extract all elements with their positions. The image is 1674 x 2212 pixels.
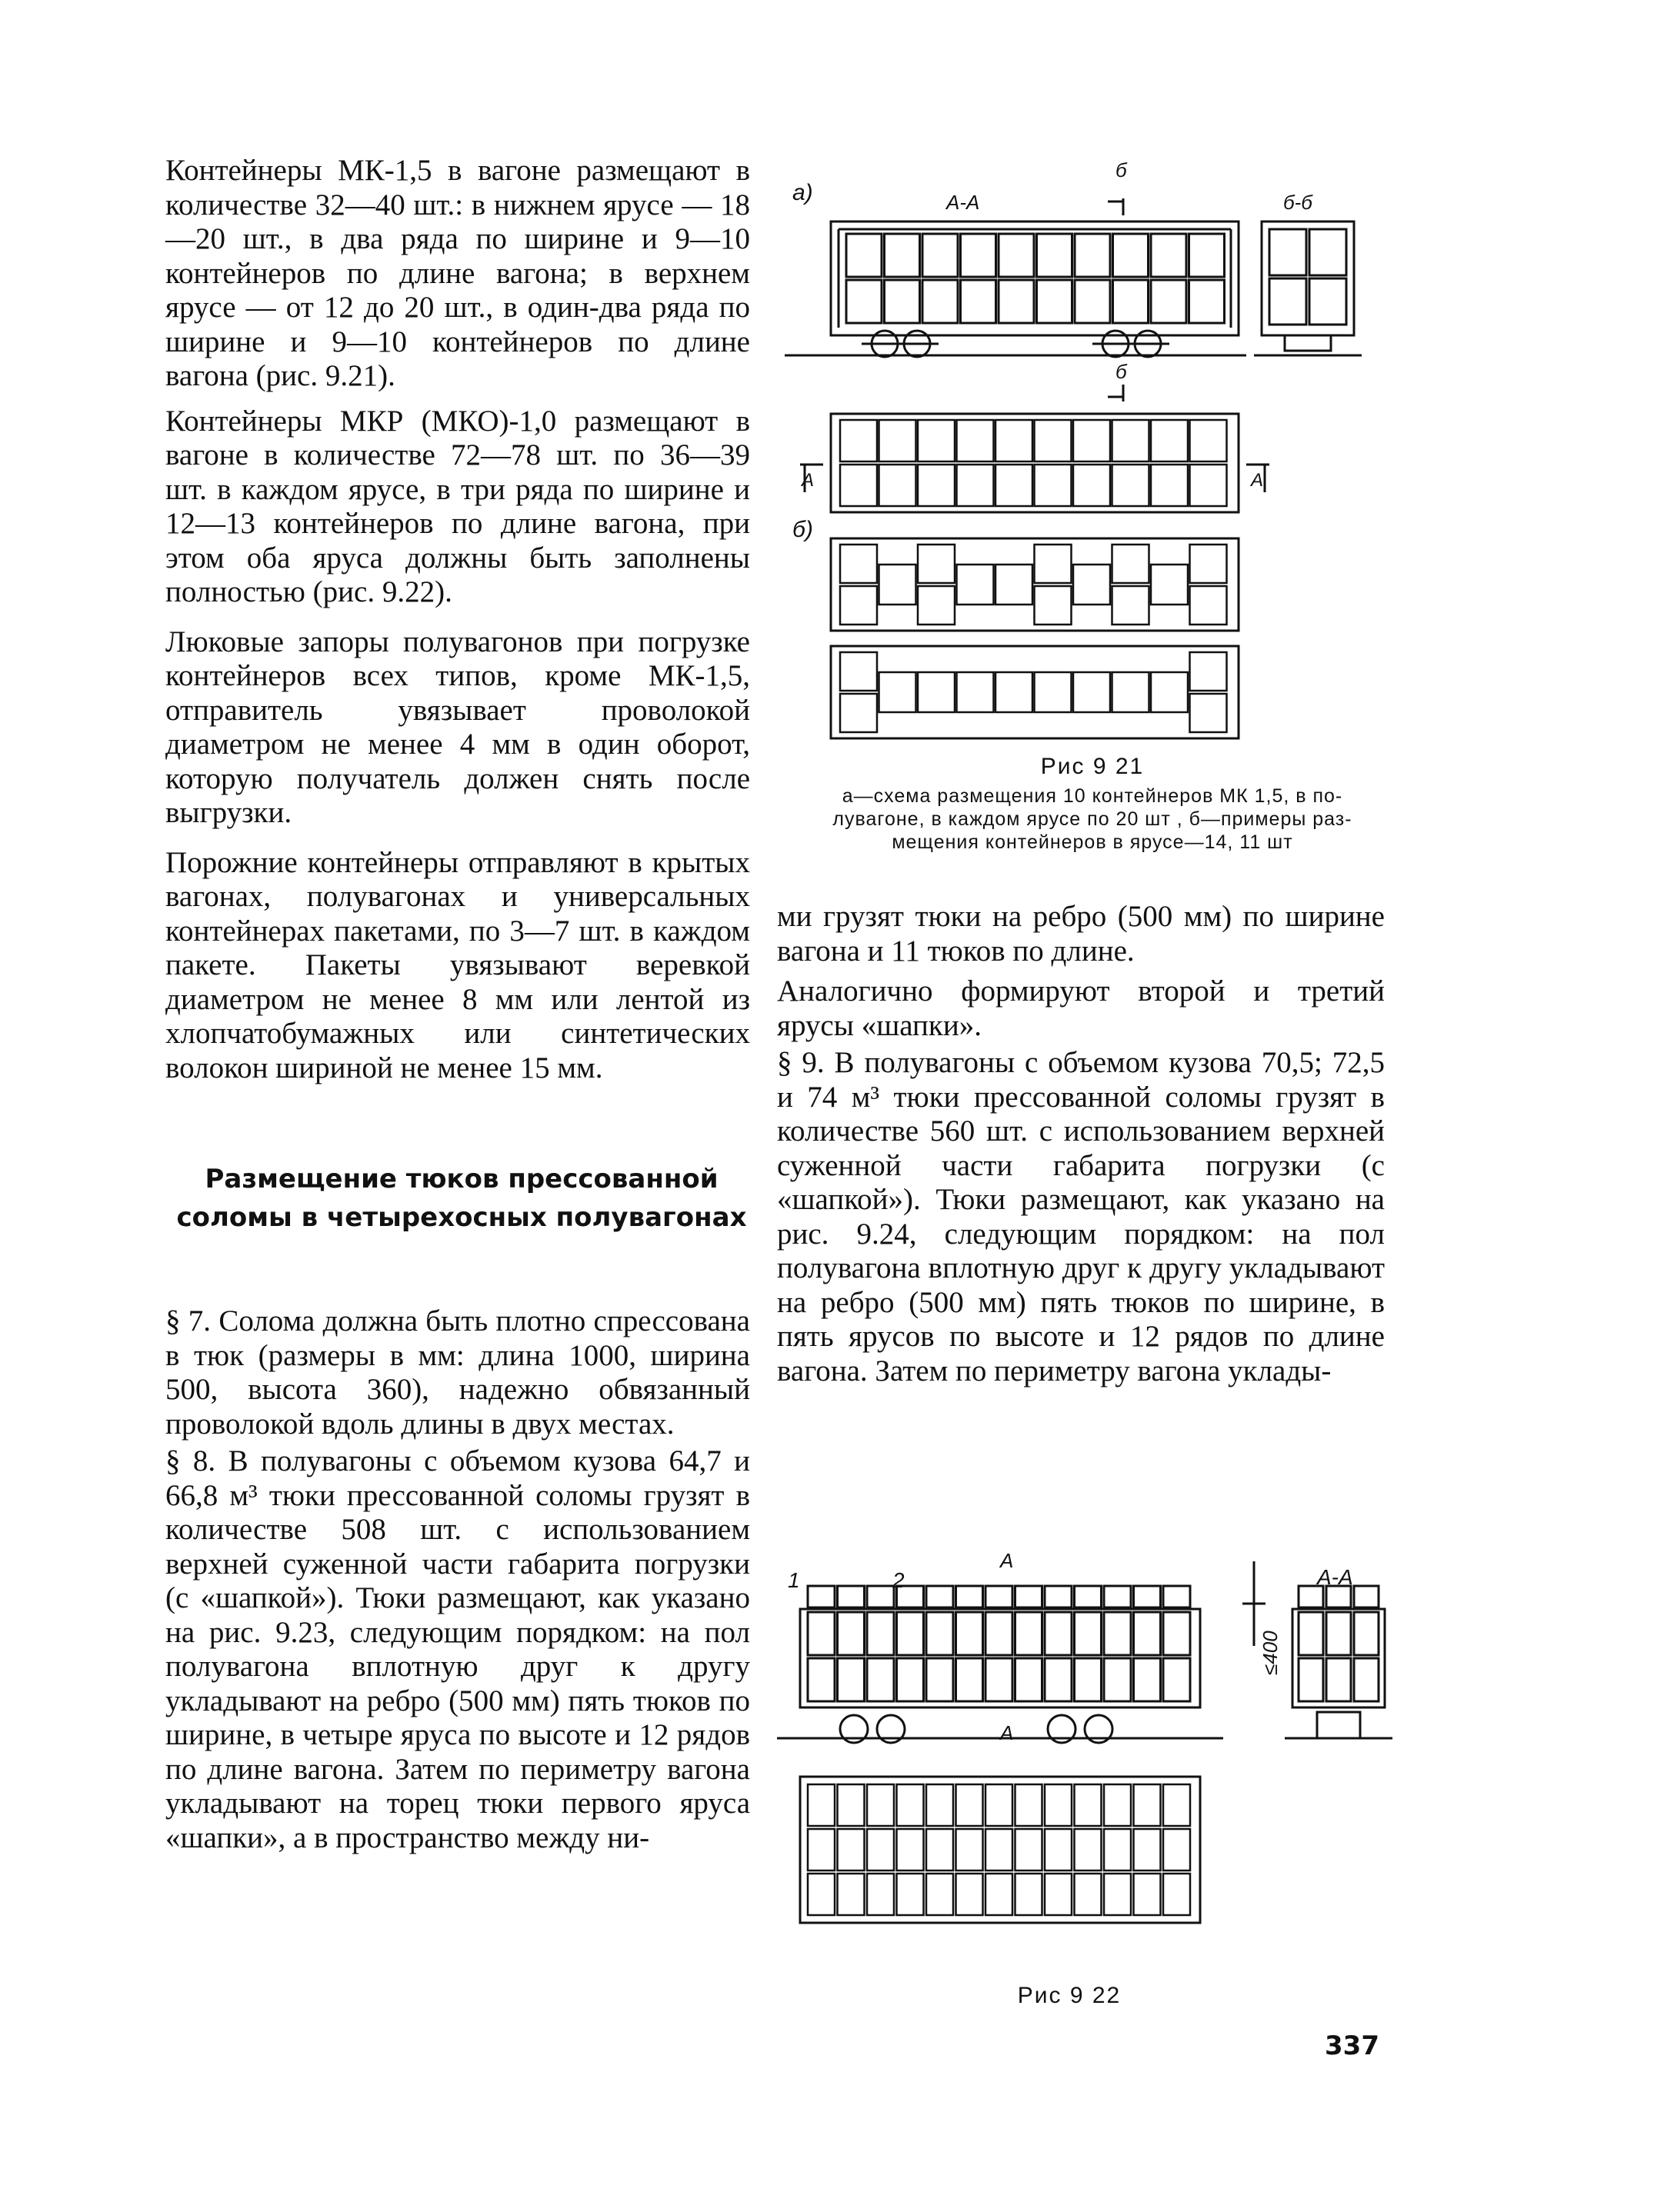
container-cell <box>1075 280 1110 323</box>
container-cell <box>1073 420 1110 461</box>
bale-cell <box>1104 1874 1131 1915</box>
container-cell <box>1037 280 1072 323</box>
bale-cell <box>897 1612 924 1655</box>
bale-cell <box>1163 1658 1190 1701</box>
container-cell <box>918 420 955 461</box>
paragraph: Аналогично формируют второй и третий ярусы «шапки». <box>777 974 1385 1042</box>
bale-cell <box>1104 1612 1131 1655</box>
caption-line: а—схема размещения 10 контейнеров МК 1,5, в по- <box>842 785 1343 807</box>
fig2-label-a-top: А <box>1000 1549 1014 1572</box>
container-cell <box>879 420 916 461</box>
bale-cell <box>926 1829 953 1871</box>
container-cell <box>1151 420 1188 461</box>
container-cell <box>846 234 882 277</box>
container-cell <box>846 280 882 323</box>
fig2-label-2: 2 <box>892 1568 905 1592</box>
container-cell <box>995 465 1032 506</box>
bale-cap <box>1134 1586 1161 1607</box>
bale-cap <box>956 1586 983 1607</box>
container-cell <box>1112 545 1149 583</box>
left-column-bottom <box>165 1304 750 1855</box>
bale-cell <box>1104 1658 1131 1701</box>
bale-cell <box>867 1784 894 1826</box>
bale-cell <box>1075 1874 1102 1915</box>
paragraph: Люковые запоры полувагонов при погрузке контейнеров всех типов, кроме МК-1,5, отправитель увязывает проволокой диаметром не менее 4 мм в один оборот, которую получатель должен снять после выгрузки. <box>165 625 750 829</box>
container-cell <box>957 565 994 605</box>
paragraph: § 7. Солома должна быть плотно спрессована в тюк (размеры в мм: длина 1000, ширина 500, высота 360), надежно обвязанный проволокой вдоль длины в двух местах. <box>165 1304 750 1441</box>
figure-9-22-title: Рис 9 22 <box>1017 1983 1122 2008</box>
bale-cell <box>1045 1784 1072 1826</box>
container-cell <box>999 234 1034 277</box>
paragraph: Порожние контейнеры отправляют в крытых вагонах, полувагонах и универсальных контейнерах пакетами, по 3—7 шт. в каждом пакете. Пакеты увязывают веревкой диаметром не менее 8 мм или лентой из хлопчатобумажных или синтетических волокон шириной не менее 15 мм. <box>165 845 750 1084</box>
container-cell <box>918 586 955 625</box>
fig2-label-1: 1 <box>788 1568 800 1592</box>
paragraph: § 8. В полувагоны с объемом кузова 64,7 и 66,8 м³ тюки прессованной соломы грузят в количестве 508 шт. с использованием верхней суженной части габарита погрузки (с «шапкой»). Тюки размещают, как указано на рис. 9.23, следующим порядком: на пол полувагона вплотную друг к другу укладывают на ребро (500 мм) пять тюков по ширине, в четыре яруса по высоте и 12 рядов по длине вагона. Затем по периметру вагона укладывают на торец тюки первого яруса «шапки», а в пространство между ни- <box>165 1444 750 1854</box>
container-cell <box>1113 234 1149 277</box>
bale-cell <box>808 1658 835 1701</box>
container-cell <box>885 280 920 323</box>
bale-cell <box>1134 1612 1161 1655</box>
bale-cell <box>985 1612 1012 1655</box>
container-cell <box>1035 586 1072 625</box>
bale-cell <box>1134 1829 1161 1871</box>
container-cell <box>879 465 916 506</box>
bale-cell <box>867 1658 894 1701</box>
container-cell <box>1035 545 1072 583</box>
container-cell <box>1112 420 1149 461</box>
container-cell <box>1190 465 1227 506</box>
container-cell <box>1189 234 1225 277</box>
bale-cap <box>1299 1586 1323 1607</box>
container-cell <box>957 420 994 461</box>
container-cell <box>995 565 1032 605</box>
container-cell <box>961 234 996 277</box>
bale-cell <box>838 1874 865 1915</box>
container-cell <box>840 586 877 625</box>
container-cell <box>1037 234 1072 277</box>
bale-cell <box>1326 1658 1351 1701</box>
bale-cell <box>1163 1612 1190 1655</box>
paragraph: Контейнеры МК-1,5 в вагоне размещают в количестве 32—40 шт.: в нижнем ярусе — 18—20 шт., в два ряда по ширине и 9—10 контейнеров по длине вагона; в верхнем ярусе — от 12 до 20 шт., в один-два ряда по ширине и 9—10 контейнеров по длине вагона (рис. 9.21). <box>165 154 750 392</box>
bale-cell <box>1015 1612 1042 1655</box>
bale-cell <box>926 1658 953 1701</box>
bale-cap <box>1163 1586 1190 1607</box>
bale-cell <box>838 1612 865 1655</box>
fig-label-a-left: А <box>802 470 815 491</box>
bale-cell <box>1163 1829 1190 1871</box>
container-cell <box>957 672 994 712</box>
bale-cap <box>1045 1586 1072 1607</box>
bale-cell <box>985 1658 1012 1701</box>
container-cell <box>995 672 1032 712</box>
figure-9-21 <box>785 154 1400 769</box>
container-cell <box>1112 672 1149 712</box>
bale-cell <box>1015 1874 1042 1915</box>
container-cell <box>840 420 877 461</box>
bale-cell <box>956 1658 983 1701</box>
bale-cell <box>1075 1658 1102 1701</box>
container-cell <box>957 465 994 506</box>
container-cell <box>922 280 958 323</box>
bale-cell <box>956 1784 983 1826</box>
container-cell <box>840 694 877 732</box>
bale-cell <box>1299 1612 1323 1655</box>
fig-label-b-top: б <box>1115 158 1127 182</box>
container-cell <box>879 672 916 712</box>
bale-cap <box>985 1586 1012 1607</box>
container-cell <box>1190 545 1227 583</box>
bale-cell <box>1299 1658 1323 1701</box>
bale-cell <box>867 1612 894 1655</box>
bale-cell <box>838 1829 865 1871</box>
container-cell <box>1073 565 1110 605</box>
paragraph: § 9. В полувагоны с объемом кузова 70,5; 72,5 и 74 м³ тюки прессованной соломы грузят в количестве 560 шт. с использованием верхней суженной части габарита погрузки (с «шапкой»). Тюки размещают, как указано на рис. 9.24, следующим порядком: на пол полувагона вплотную друг к другу укладывают на ребро (500 мм) пять тюков по ширине, в пять ярусов по высоте и 12 рядов по длине вагона. Затем по периметру вагона уклады- <box>777 1046 1385 1387</box>
bale-cell <box>1045 1612 1072 1655</box>
bale-cell <box>867 1829 894 1871</box>
container-cell <box>1151 465 1188 506</box>
bale-cell <box>1045 1658 1072 1701</box>
container-cell <box>995 420 1032 461</box>
bale-cell <box>808 1874 835 1915</box>
bale-cell <box>897 1658 924 1701</box>
bale-cell <box>1134 1874 1161 1915</box>
bale-cell <box>1354 1612 1379 1655</box>
page-number: 337 <box>1325 2030 1379 2061</box>
bale-cap <box>1326 1586 1351 1607</box>
bale-cap <box>1015 1586 1042 1607</box>
container-cell <box>961 280 996 323</box>
bale-cap <box>926 1586 953 1607</box>
container-cell <box>1112 586 1149 625</box>
caption-line: лувагоне, в каждом ярусе по 20 шт , б—примеры раз- <box>832 808 1352 830</box>
section-heading: Размещение тюков прессованной соломы в четырехосных полувагонах <box>176 1164 747 1233</box>
bale-cell <box>808 1784 835 1826</box>
container-cell <box>885 234 920 277</box>
figure-9-21-caption <box>777 754 1408 854</box>
figure-title: Рис 9 21 <box>1040 754 1145 779</box>
bale-cell <box>1134 1784 1161 1826</box>
bale-cell <box>956 1829 983 1871</box>
figure-9-22 <box>769 1538 1400 1969</box>
bale-cell <box>1104 1829 1131 1871</box>
container-cell <box>1035 672 1072 712</box>
container-cell <box>918 545 955 583</box>
bale-cell <box>985 1784 1012 1826</box>
bale-cell <box>926 1874 953 1915</box>
bale-cell <box>1134 1658 1161 1701</box>
fig-label-a: а) <box>792 180 813 205</box>
fig2-dimension: ≤400 <box>1259 1631 1282 1675</box>
container-cell <box>1035 465 1072 506</box>
container-cell <box>1073 672 1110 712</box>
bale-cell <box>1326 1612 1351 1655</box>
container-cell <box>999 280 1034 323</box>
bale-cell <box>1015 1784 1042 1826</box>
right-column <box>777 900 1385 1388</box>
container-cell <box>918 672 955 712</box>
container-cell <box>1151 565 1188 605</box>
fig2-label-aa: А-А <box>1317 1565 1353 1589</box>
bale-cell <box>1015 1829 1042 1871</box>
bale-cell <box>1045 1829 1072 1871</box>
bale-cell <box>838 1784 865 1826</box>
bale-cell <box>1354 1658 1379 1701</box>
bale-cell <box>926 1784 953 1826</box>
left-column-top <box>165 154 750 1085</box>
bale-cell <box>808 1612 835 1655</box>
container-cell <box>1073 465 1110 506</box>
fig-label-a-right: А <box>1251 470 1264 491</box>
container-cell <box>1151 280 1186 323</box>
container-cell <box>1151 234 1186 277</box>
bale-cell <box>867 1874 894 1915</box>
bale-cap <box>808 1586 835 1607</box>
bale-cap <box>1075 1586 1102 1607</box>
bale-cell <box>1163 1874 1190 1915</box>
fig-label-aa: А-А <box>946 191 980 214</box>
container-cell <box>918 465 955 506</box>
container-cell <box>840 652 877 691</box>
fig-label-b-bottom: б <box>1115 360 1127 383</box>
bale-cell <box>897 1829 924 1871</box>
container-cell <box>1112 465 1149 506</box>
bale-cell <box>985 1829 1012 1871</box>
container-cell <box>1190 586 1227 625</box>
bale-cell <box>838 1658 865 1701</box>
paragraph: ми грузят тюки на ребро (500 мм) по ширине вагона и 11 тюков по длине. <box>777 900 1385 968</box>
bale-cell <box>897 1874 924 1915</box>
bale-cap <box>867 1586 894 1607</box>
container-cell <box>1075 234 1110 277</box>
container-cell <box>1113 280 1149 323</box>
fig-label-bb: б-б <box>1283 191 1312 214</box>
bale-cell <box>1075 1784 1102 1826</box>
container-cell <box>879 565 916 605</box>
bale-cell <box>1163 1784 1190 1826</box>
bale-cell <box>1104 1784 1131 1826</box>
container-cell <box>1190 694 1227 732</box>
bale-cell <box>926 1612 953 1655</box>
container-cell <box>1035 420 1072 461</box>
container-cell <box>1151 672 1188 712</box>
paragraph: Контейнеры МКР (МКО)-1,0 размещают в вагоне в количестве 72—78 шт. по 36—39 шт. в каждом ярусе, в три ряда по ширине и 12—13 контейнеров по длине вагона, при этом оба яруса должны быть заполнены полностью (рис. 9.22). <box>165 404 750 608</box>
bale-cell <box>897 1784 924 1826</box>
bale-cap <box>838 1586 865 1607</box>
container-cell <box>840 465 877 506</box>
bale-cell <box>985 1874 1012 1915</box>
bale-cell <box>956 1874 983 1915</box>
fig-label-b: б) <box>792 517 813 542</box>
bale-cell <box>1075 1829 1102 1871</box>
container-cell <box>840 545 877 583</box>
bale-cell <box>1075 1612 1102 1655</box>
bale-cell <box>1045 1874 1072 1915</box>
bale-cap <box>1354 1586 1379 1607</box>
container-cell <box>1190 652 1227 691</box>
container-cell <box>1190 420 1227 461</box>
bale-cap <box>1104 1586 1131 1607</box>
bale-cell <box>1015 1658 1042 1701</box>
container-cell <box>922 234 958 277</box>
container-cell <box>1189 280 1225 323</box>
bale-cell <box>808 1829 835 1871</box>
caption-line: мещения контейнеров в ярусе—14, 11 шт <box>892 831 1293 853</box>
bale-cell <box>956 1612 983 1655</box>
fig2-label-a-bottom: А <box>1000 1721 1014 1744</box>
